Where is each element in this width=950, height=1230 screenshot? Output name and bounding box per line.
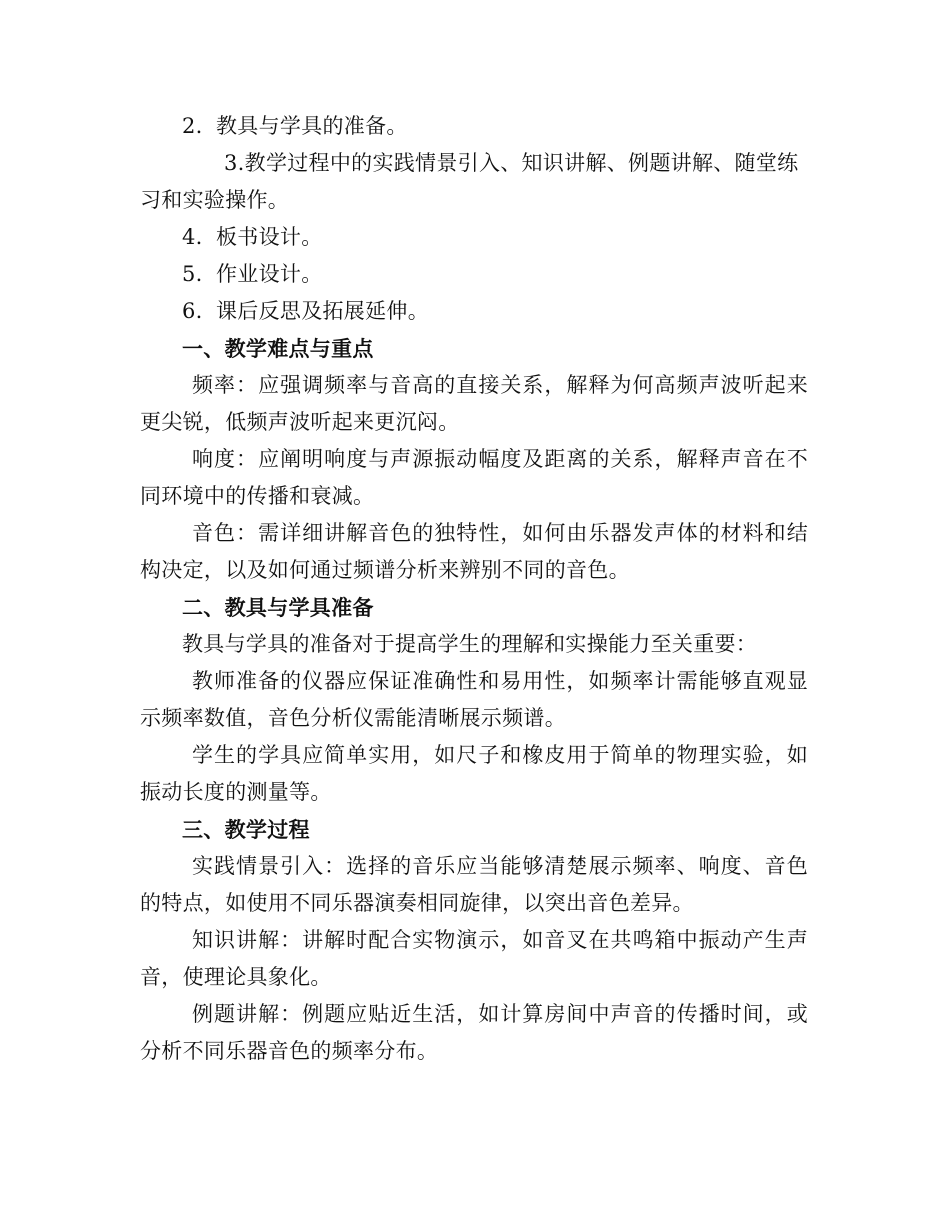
section-heading: 一、教学难点与重点 — [182, 336, 374, 361]
list-item — [140, 256, 808, 293]
list-number: 4. — [182, 225, 203, 249]
paragraph: 音色：需详细讲解音色的独特性，如何由乐器发声体的材料和结构决定，以及如何通过频谱分析来辨别不同的音色。 — [140, 521, 808, 582]
list-number: 3. — [224, 151, 245, 175]
list-number: 2. — [182, 114, 203, 138]
paragraph: 例题讲解：例题应贴近生活，如计算房间中声音的传播时间，或分析不同乐器音色的频率分布。 — [140, 1002, 808, 1063]
section-heading: 二、教具与学具准备 — [182, 595, 374, 620]
list-text: 教学过程中的实践情景引入、知识讲解、例题讲解、随堂练习和实验操作。 — [140, 151, 799, 212]
section-intro: 教具与学具的准备对于提高学生的理解和实操能力至关重要： — [182, 632, 758, 656]
list-item — [140, 219, 808, 256]
list-number: 6. — [182, 299, 203, 323]
paragraph: 实践情景引入：选择的音乐应当能够清楚展示频率、响度、音色的特点，如使用不同乐器演奏相同旋律，以突出音色差异。 — [140, 854, 808, 915]
list-item — [140, 108, 808, 145]
paragraph: 响度：应阐明响度与声源振动幅度及距离的关系，解释声音在不同环境中的传播和衰减。 — [140, 447, 808, 508]
list-item — [140, 145, 808, 219]
list-number: 5. — [182, 262, 203, 286]
paragraph: 频率：应强调频率与音高的直接关系，解释为何高频声波听起来更尖锐，低频声波听起来更沉闷。 — [140, 373, 808, 434]
paragraph: 学生的学具应简单实用，如尺子和橡皮用于简单的物理实验，如振动长度的测量等。 — [140, 743, 808, 804]
document-page — [140, 108, 808, 1070]
paragraph: 教师准备的仪器应保证准确性和易用性，如频率计需能够直观显示频率数值，音色分析仪需能清晰展示频谱。 — [140, 669, 808, 730]
list-text: 课后反思及拓展延伸。 — [216, 299, 429, 323]
list-text: 板书设计。 — [216, 225, 323, 249]
paragraph: 知识讲解：讲解时配合实物演示，如音叉在共鸣箱中振动产生声音，使理论具象化。 — [140, 928, 808, 989]
list-text: 作业设计。 — [216, 262, 323, 286]
list-text: 教具与学具的准备。 — [216, 114, 408, 138]
list-item — [140, 293, 808, 330]
section-heading: 三、教学过程 — [182, 817, 310, 842]
